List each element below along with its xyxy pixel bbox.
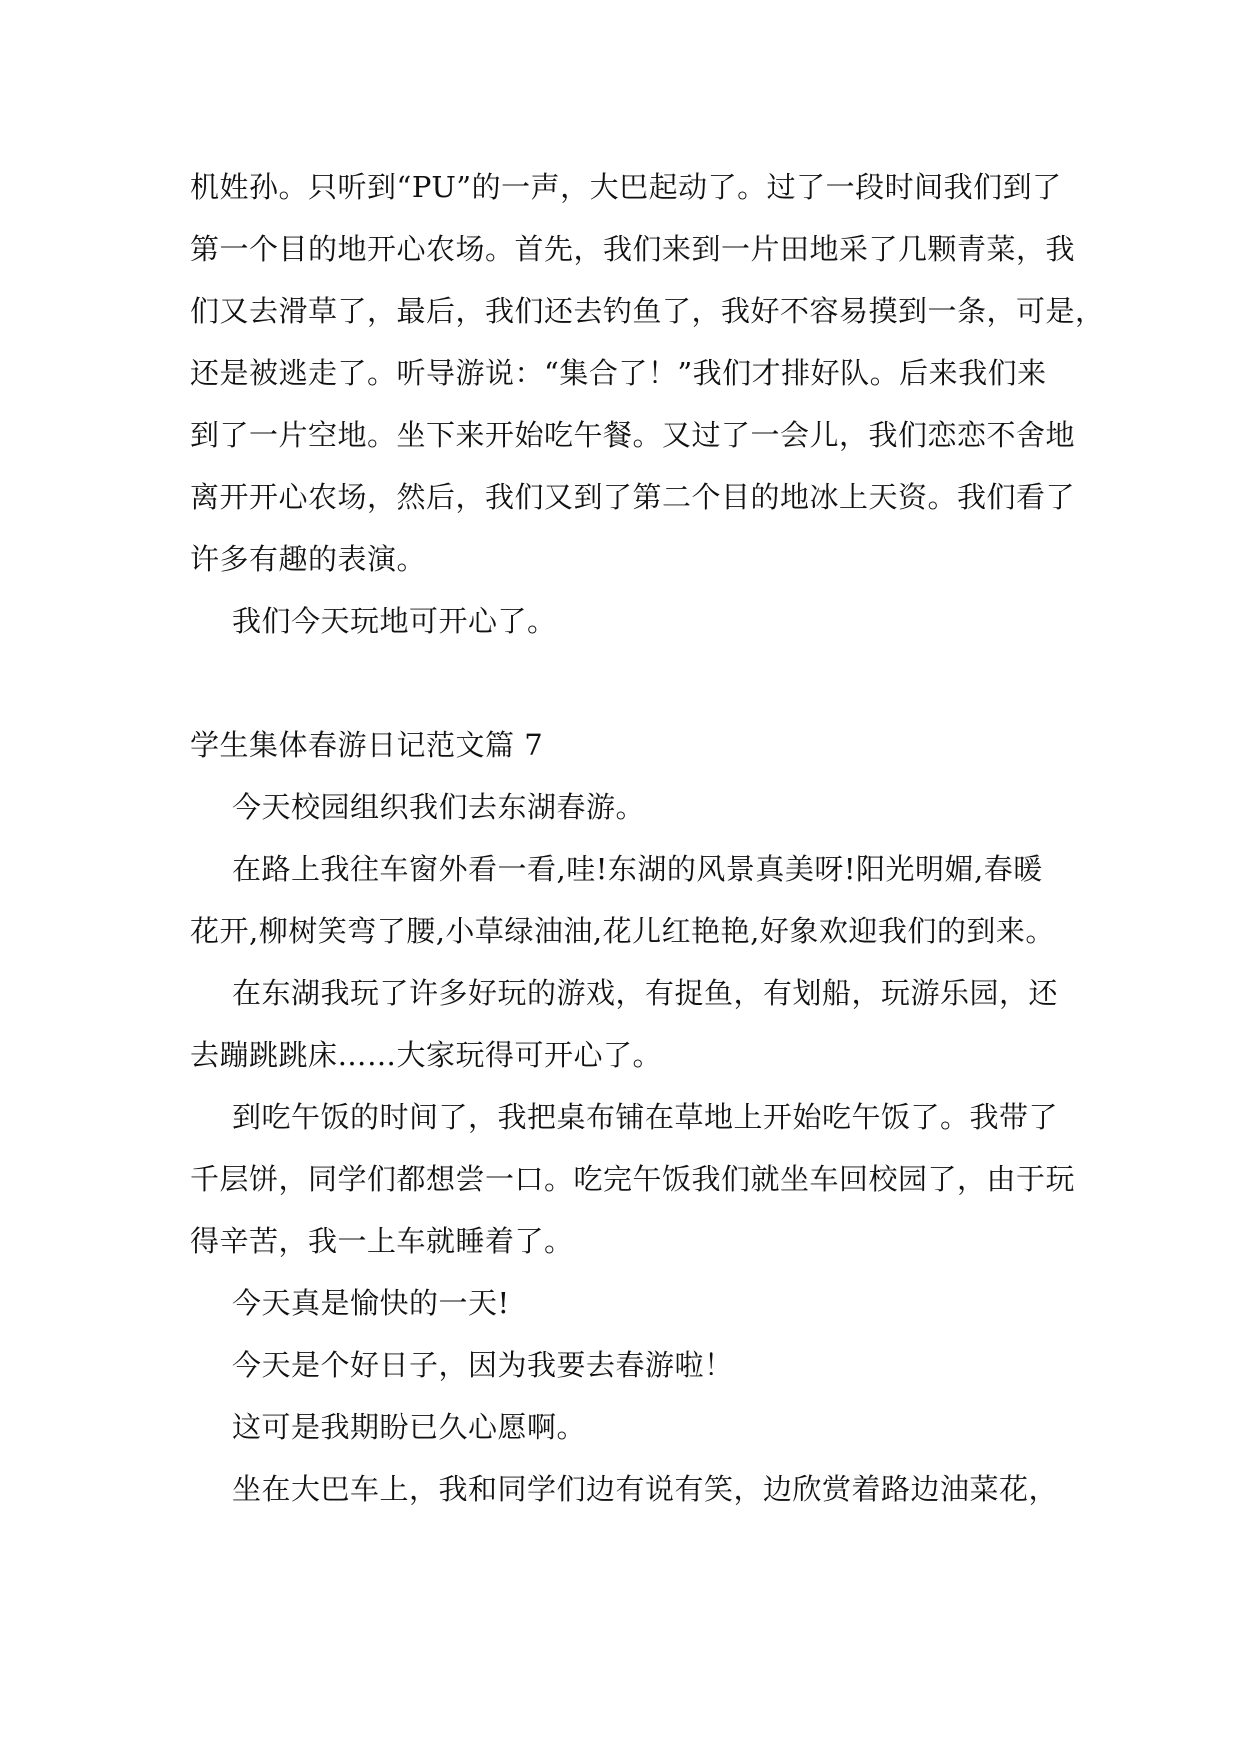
section-heading: 学生集体春游日记范文篇 7 — [190, 728, 544, 762]
text-line: 到了一片空地。坐下来开始吃午餐。又过了一会儿，我们恋恋不舍地 — [190, 418, 1076, 452]
text-line: 离开开心农场，然后，我们又到了第二个目的地冰上天资。我们看了 — [190, 480, 1076, 514]
document-body — [190, 156, 1105, 1520]
paragraph-6: 今天是个好日子，因为我要去春游啦！ — [232, 1348, 734, 1382]
paragraph-3-line-1: 在东湖我玩了许多好玩的游戏，有捉鱼，有划船，玩游乐园，还 — [232, 976, 1059, 1010]
text-line: 还是被逃走了。听导游说：“集合了！”我们才排好队。后来我们来 — [190, 356, 1047, 390]
paragraph-3-line-2: 去蹦跳跳床……大家玩得可开心了。 — [190, 1038, 663, 1072]
paragraph-1: 今天校园组织我们去东湖春游。 — [232, 790, 646, 824]
spacer — [190, 652, 1060, 714]
text-line: 第一个目的地开心农场。首先，我们来到一片田地采了几颗青菜，我 — [190, 232, 1076, 266]
text-line: 机姓孙。只听到“PU”的一声，大巴起动了。过了一段时间我们到了 — [190, 170, 1062, 204]
paragraph-4-line-1: 到吃午饭的时间了，我把桌布铺在草地上开始吃午饭了。我带了 — [232, 1100, 1059, 1134]
paragraph-8: 坐在大巴车上，我和同学们边有说有笑，边欣赏着路边油菜花， — [232, 1472, 1059, 1506]
text-line: 许多有趣的表演。 — [190, 542, 427, 576]
paragraph-ending: 我们今天玩地可开心了。 — [232, 604, 557, 638]
paragraph-7: 这可是我期盼已久心愿啊。 — [232, 1410, 587, 1444]
text-line: 们又去滑草了，最后，我们还去钓鱼了，我好不容易摸到一条，可是， — [190, 294, 1105, 328]
paragraph-2-line-1: 在路上我往车窗外看一看,哇!东湖的风景真美呀!阳光明媚,春暖 — [232, 852, 1043, 886]
paragraph-4-line-2: 千层饼，同学们都想尝一口。吃完午饭我们就坐车回校园了，由于玩 — [190, 1162, 1076, 1196]
paragraph-2-line-2: 花开,柳树笑弯了腰,小草绿油油,花儿红艳艳,好象欢迎我们的到来。 — [190, 914, 1055, 948]
paragraph-5: 今天真是愉快的一天! — [232, 1286, 510, 1320]
paragraph-4-line-3: 得辛苦，我一上车就睡着了。 — [190, 1224, 574, 1258]
